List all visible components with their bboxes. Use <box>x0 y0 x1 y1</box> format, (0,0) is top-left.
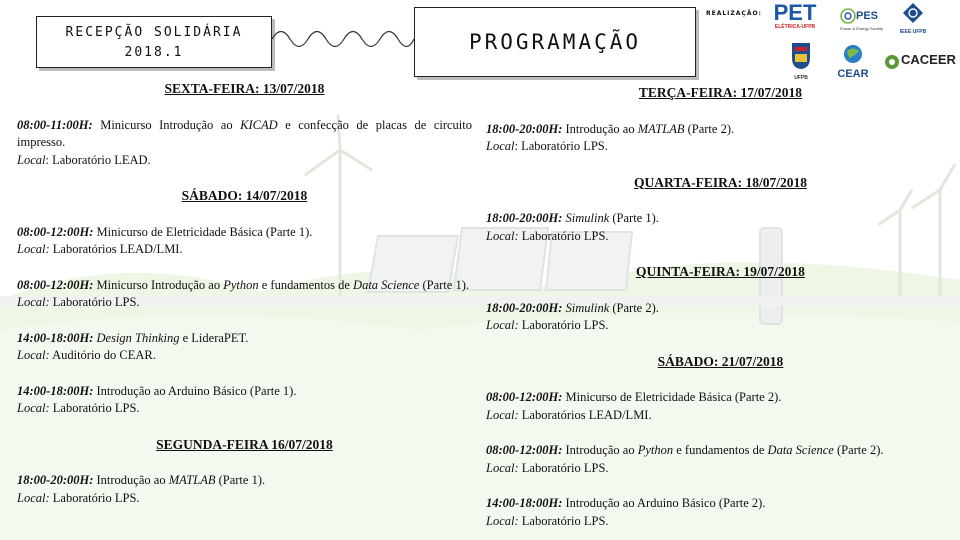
schedule-entry <box>486 389 955 424</box>
entry-text: (Parte 1). <box>609 211 659 225</box>
entry-description <box>486 121 955 139</box>
schedule-entry <box>486 442 955 477</box>
location-label: Local: <box>486 407 519 422</box>
location-label: Local <box>17 152 46 167</box>
entry-text: e fundamentos de <box>258 277 354 292</box>
entry-text: Introdução ao Arduino Básico (Parte 1). <box>93 383 297 398</box>
entry-description <box>486 210 955 228</box>
entry-text: (Parte 1). <box>215 473 266 487</box>
entry-description <box>17 330 472 348</box>
entry-text: e confecção de placas de circuito impresso. <box>17 117 472 149</box>
pet-logo: PET ELÉTRICA-UFPB <box>773 0 817 30</box>
entry-text: Data Science <box>767 443 834 457</box>
wave-connector <box>272 22 414 56</box>
entry-location <box>17 490 472 508</box>
event-tag <box>36 16 272 68</box>
entry-time: 14:00-18:00H: <box>17 383 94 398</box>
entry-description <box>17 224 472 242</box>
entry-text: Introdução ao <box>562 443 638 457</box>
entry-text: Minicurso de Eletricidade Básica (Parte 1). <box>93 224 313 239</box>
event-name: RECEPÇÃO SOLIDÁRIA <box>65 25 243 40</box>
pes-swirl-icon <box>840 8 856 24</box>
location-value: Laboratório LPS. <box>518 460 609 475</box>
entry-text: e fundamentos de <box>673 443 768 457</box>
entry-text: Python <box>637 443 674 457</box>
entry-location <box>486 513 955 531</box>
location-value: Laboratório LPS. <box>518 228 609 243</box>
location-value: Laboratório LPS. <box>518 513 609 528</box>
entry-text: Minicurso Introdução ao <box>93 277 224 292</box>
entry-text: Simulink <box>565 211 610 225</box>
schedule-entry <box>486 210 955 245</box>
day-heading: SÁBADO: 21/07/2018 <box>657 353 784 369</box>
entry-text: (Parte 2). <box>609 300 659 315</box>
schedule-entry <box>17 330 472 365</box>
entry-time: 08:00-12:00H: <box>17 224 94 239</box>
ufpb-logo: UFPB <box>790 42 812 78</box>
entry-location <box>486 407 955 425</box>
schedule-entry <box>17 224 472 259</box>
schedule-entry <box>486 495 955 530</box>
entry-text: (Parte 2). <box>684 121 735 136</box>
entry-description <box>17 277 472 295</box>
entry-location <box>17 241 472 259</box>
entry-text: Introdução ao <box>93 473 169 487</box>
day-heading: SEGUNDA-FEIRA 16/07/2018 <box>156 436 333 452</box>
location-label: Local: <box>17 242 50 256</box>
day-heading: QUARTA-FEIRA: 18/07/2018 <box>634 174 807 190</box>
location-label: Local: <box>486 228 519 243</box>
schedule-entry <box>486 121 955 156</box>
cear-logo: CEAR <box>834 44 872 78</box>
page-title: PROGRAMAÇÃO <box>414 7 696 77</box>
entry-description <box>17 472 472 490</box>
location-value: : Laboratório LPS. <box>514 139 608 153</box>
entry-location <box>17 400 472 418</box>
entry-time: 14:00-18:00H: <box>486 496 563 510</box>
realizacao-label: REALIZAÇÃO: <box>706 10 762 17</box>
ufpb-shield-icon <box>791 42 811 70</box>
schedule-right-column <box>486 84 955 540</box>
location-label: Local: <box>486 318 519 332</box>
pes-logo: PES Power & Energy Society <box>840 10 884 31</box>
entry-text: MATLAB <box>168 473 216 487</box>
location-value: Laboratório LPS. <box>49 401 140 415</box>
schedule-entry <box>486 300 955 335</box>
entry-text: KICAD <box>240 117 278 132</box>
entry-text: e LideraPET. <box>179 330 249 345</box>
schedule-entry <box>17 383 472 418</box>
day-heading: SÁBADO: 14/07/2018 <box>181 188 308 203</box>
caceer-logo: CACEER <box>884 50 958 76</box>
schedule-entry <box>17 472 472 507</box>
entry-text: Introdução ao Arduino Básico (Parte 2). <box>562 496 766 510</box>
entry-description <box>486 442 955 460</box>
entry-text: (Parte 2). <box>833 443 884 457</box>
entry-location <box>17 294 472 312</box>
entry-text: Design Thinking <box>96 330 180 345</box>
entry-text: Minicurso Introdução ao <box>92 117 241 132</box>
entry-text: Data Science <box>353 277 420 292</box>
entry-time: 08:00-11:00H: <box>17 117 93 132</box>
schedule-entry <box>17 277 472 312</box>
location-value: Laboratório LPS. <box>49 295 140 309</box>
entry-description <box>17 117 472 152</box>
location-value: Auditório do CEAR. <box>49 348 156 362</box>
location-label: Local: <box>17 401 50 415</box>
location-value: Laboratório LPS. <box>49 490 140 505</box>
location-label: Local <box>486 139 515 153</box>
caceer-leaf-icon <box>884 54 900 70</box>
entry-location <box>486 228 955 246</box>
schedule-left-column <box>17 80 472 525</box>
entry-time: 08:00-12:00H: <box>17 277 94 292</box>
location-label: Local: <box>486 513 519 528</box>
location-label: Local: <box>17 490 50 505</box>
entry-location <box>486 460 955 478</box>
entry-time: 08:00-12:00H: <box>486 443 563 457</box>
entry-text: Python <box>223 277 259 292</box>
entry-location <box>486 138 955 156</box>
entry-description <box>486 495 955 513</box>
entry-location <box>486 317 955 335</box>
entry-time: 18:00-20:00H: <box>486 300 563 315</box>
ieee-logo: IEEE UFPB <box>896 2 930 34</box>
entry-text: (Parte 1). <box>419 277 469 292</box>
location-value: : Laboratório LEAD. <box>45 152 151 167</box>
location-label: Local: <box>486 460 519 475</box>
entry-time: 08:00-12:00H: <box>486 390 563 404</box>
location-value: Laboratórios LEAD/LMI. <box>49 242 183 256</box>
entry-text: Simulink <box>565 300 610 315</box>
entry-time: 14:00-18:00H: <box>17 330 94 345</box>
entry-description <box>486 389 955 407</box>
schedule-entry <box>17 117 472 170</box>
location-label: Local: <box>17 295 50 309</box>
ieee-diamond-icon <box>902 2 924 24</box>
location-label: Local: <box>17 348 50 362</box>
entry-text: MATLAB <box>637 121 685 136</box>
entry-location <box>17 347 472 365</box>
event-edition: 2018.1 <box>124 45 184 60</box>
location-value: Laboratório LPS. <box>518 318 609 332</box>
day-heading: TERÇA-FEIRA: 17/07/2018 <box>638 85 803 100</box>
entry-time: 18:00-20:00H: <box>17 473 94 487</box>
entry-location <box>17 152 472 170</box>
entry-text: Minicurso de Eletricidade Básica (Parte 2). <box>562 390 782 404</box>
entry-time: 18:00-20:00H: <box>486 211 563 225</box>
cear-globe-icon <box>843 44 863 64</box>
day-heading: QUINTA-FEIRA: 19/07/2018 <box>636 264 805 279</box>
location-value: Laboratórios LEAD/LMI. <box>518 407 652 422</box>
entry-description <box>17 383 472 401</box>
entry-description <box>486 300 955 318</box>
entry-text: Introdução ao <box>562 121 638 136</box>
day-heading: SEXTA-FEIRA: 13/07/2018 <box>164 81 325 96</box>
entry-time: 18:00-20:00H: <box>486 121 563 136</box>
